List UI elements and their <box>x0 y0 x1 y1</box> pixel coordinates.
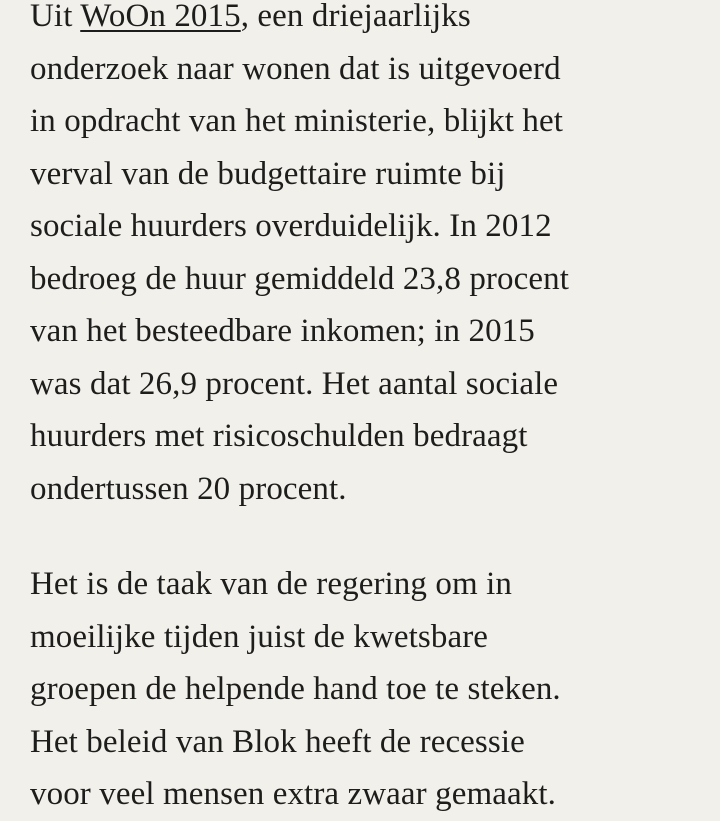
paragraph-regering <box>30 558 710 821</box>
text-line <box>30 0 710 43</box>
text-line: in opdracht van het ministerie, blijkt het <box>30 103 563 139</box>
paragraph-woon-2015 <box>30 0 710 515</box>
text-line: van het besteedbare inkomen; in 2015 <box>30 313 535 349</box>
article-body <box>30 0 710 821</box>
text-line: onderzoek naar wonen dat is uitgevoerd <box>30 50 561 87</box>
text-line: Het is de taak van de regering om in <box>30 566 512 602</box>
text-line: Het beleid van Blok heeft de recessie <box>30 723 525 760</box>
text-line: was dat 26,9 procent. Het aantal sociale <box>30 365 559 402</box>
text-line: groepen de helpende hand toe te steken. <box>30 671 561 707</box>
text-line: moeilijke tijden juist de kwetsbare <box>30 618 489 655</box>
text-line: bedroeg de huur gemiddeld 23,8 procent <box>30 260 569 297</box>
woon-2015-link[interactable]: WoOn 2015 <box>80 0 241 34</box>
text-segment: , een driejaarlijks <box>240 0 471 34</box>
text-segment: Uit <box>30 0 81 34</box>
text-line: sociale huurders overduidelijk. In 2012 <box>30 208 552 244</box>
text-line: ondertussen 20 procent. <box>30 470 347 507</box>
text-line: voor veel mensen extra zwaar gemaakt. <box>30 776 556 812</box>
text-line: verval van de budgettaire ruimte bij <box>30 155 506 192</box>
text-line: huurders met risicoschulden bedraagt <box>30 418 528 454</box>
